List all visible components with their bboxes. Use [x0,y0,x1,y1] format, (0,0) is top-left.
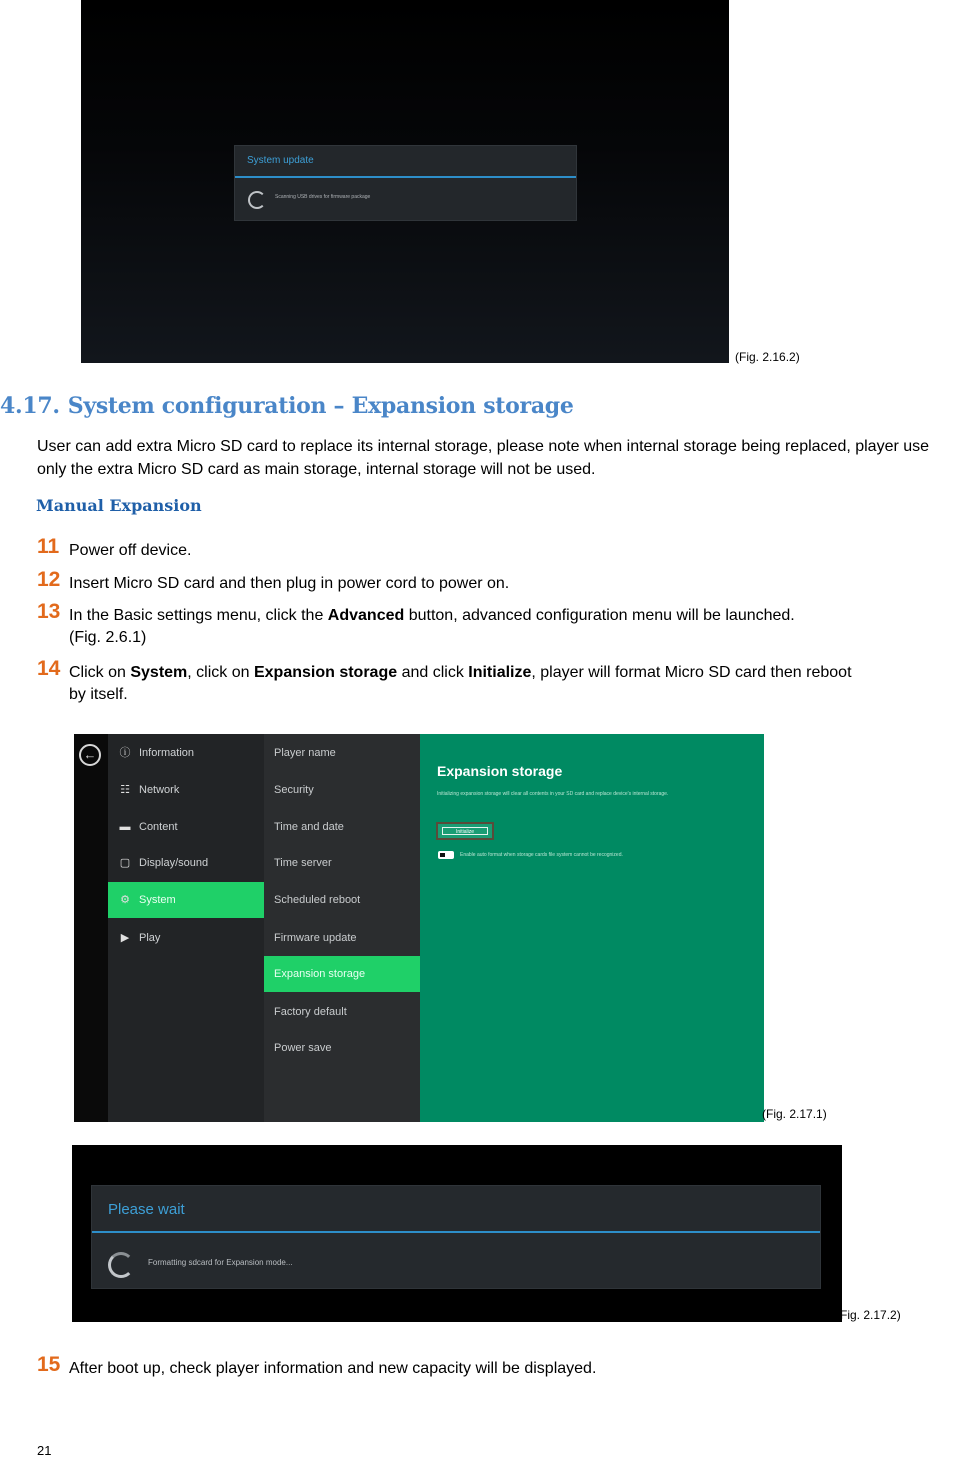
play-icon: ▶ [120,932,130,944]
menu-item-information[interactable] [108,735,264,771]
step-number: 12 [37,568,61,591]
dialog-title: Please wait [108,1201,185,1218]
loading-spinner-icon [108,1252,134,1278]
menu-item-system[interactable] [108,882,264,918]
step-number: 13 [37,600,61,623]
system-update-dialog [234,145,577,221]
system-icon: ⚙ [120,894,130,906]
submenu-item-firmware-update[interactable]: Firmware update [274,932,357,944]
submenu-item-power-save[interactable]: Power save [274,1042,332,1054]
expansion-storage-panel [420,734,764,1122]
step-text-line2: (Fig. 2.6.1) [69,629,147,646]
loading-spinner-icon [248,191,266,209]
submenu-item-time-and-date[interactable]: Time and date [274,821,344,833]
back-arrow-icon[interactable]: ← [79,744,101,766]
initialize-button-label: Initialize [442,827,488,835]
step-text-line2: by itself. [69,686,128,703]
figure-2-17-2-screenshot [72,1145,842,1322]
system-bold: System [130,664,188,681]
step-number: 11 [37,535,60,558]
menu-item-label: System [139,894,176,906]
menu-item-label: Display/sound [139,857,209,869]
subheading-manual-expansion: Manual Expansion [36,496,202,515]
content-icon: ▬ [119,821,131,833]
dialog-divider [235,176,576,178]
section-number: 4.17. [0,393,60,419]
figure-2-16-2-screenshot [81,0,729,363]
system-submenu [264,734,420,1122]
submenu-item-factory-default[interactable]: Factory default [274,1006,347,1018]
step-text: Insert Micro SD card and then plug in power cord to power on. [69,575,510,592]
step-text: In the Basic settings menu, click the Advanced button, advanced configuration menu will be launched. [69,607,795,624]
dialog-message: Scanning USB drives for firmware package [275,194,371,200]
menu-item-display-sound[interactable] [108,845,264,881]
step-text: After boot up, check player information and new capacity will be displayed. [69,1360,597,1377]
expansion-storage-bold: Expansion storage [253,664,398,681]
please-wait-dialog [91,1185,821,1289]
menu-item-label: Play [139,932,161,944]
network-icon: ☷ [120,784,130,796]
submenu-item-scheduled-reboot[interactable]: Scheduled reboot [274,894,361,906]
section-title: System configuration – Expansion storage [67,393,574,419]
section-heading [0,393,574,419]
dialog-message: Formatting sdcard for Expansion mode... [148,1258,293,1267]
menu-item-play[interactable] [108,920,264,956]
menu-item-label: Content [139,821,178,833]
menu-item-network[interactable] [108,772,264,808]
step-text: Click on System, click on Expansion storage and click Initialize, player will format Micro SD card then reboot [69,664,852,681]
menu-item-label: Network [139,784,180,796]
auto-format-toggle[interactable] [438,851,454,859]
submenu-item-security[interactable]: Security [274,784,314,796]
menu-item-content[interactable] [108,809,264,845]
page-number: 21 [37,1443,52,1458]
dialog-title: System update [247,155,314,166]
figure-2-17-1-screenshot [74,734,764,1122]
step-number: 15 [37,1353,61,1376]
step-number: 14 [37,657,61,680]
initialize-button[interactable] [436,822,494,840]
back-column [74,734,108,1122]
figure-caption-2-17-1: (Fig. 2.17.1) [762,1107,827,1121]
submenu-item-expansion-storage[interactable]: Expansion storage [264,956,420,992]
display-icon: ▢ [119,857,131,869]
figure-caption-2-16-2: (Fig. 2.16.2) [735,350,800,364]
panel-title: Expansion storage [437,763,563,779]
panel-description: Initializing expansion storage will clear all contents in your SD card and replace device's internal storage. [437,791,669,797]
submenu-item-time-server[interactable]: Time server [274,857,332,869]
figure-caption-2-17-2: Fig. 2.17.2) [840,1308,901,1322]
auto-format-label: Enable auto format when storage cards file system cannot be recognized. [460,852,623,858]
section-intro: User can add extra Micro SD card to replace its internal storage, please note when internal storage being replaced, player use only the extra Micro SD card as main storage, internal storage will not be used. [37,438,930,478]
main-menu [108,734,264,1122]
initialize-bold: Initialize [468,664,532,681]
dialog-divider [92,1231,820,1233]
advanced-bold: Advanced [327,607,405,624]
submenu-item-player-name[interactable]: Player name [274,747,336,759]
menu-item-label: Information [139,747,195,759]
info-icon: ⓘ [119,747,131,759]
step-text: Power off device. [69,542,192,559]
